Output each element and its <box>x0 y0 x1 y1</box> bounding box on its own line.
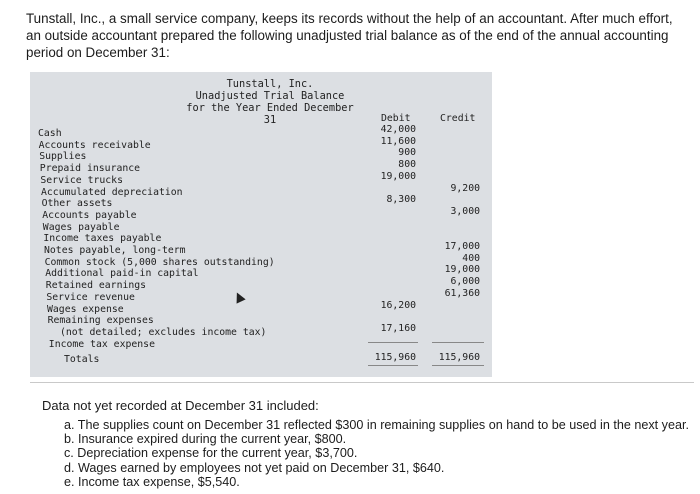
trial-balance-heading <box>180 78 360 126</box>
mouse-cursor-icon <box>232 290 245 303</box>
account-name: Accumulated depreciation <box>41 186 183 198</box>
debit-total-rule-top <box>368 342 418 343</box>
debit-amount: 900 <box>398 147 416 159</box>
account-name: Income tax expense <box>48 338 155 350</box>
problem-intro: Tunstall, Inc., a small service company, keeps its records without the help of an accountant. After much effort, an outside accountant prepared the following unadjusted trial balance as of the end of the annual accounting period on December 31: <box>26 11 673 60</box>
account-name: Accounts receivable <box>38 139 151 151</box>
note-item: c. Depreciation expense for the current year, $3,700. <box>64 446 358 461</box>
credit-amount: 61,360 <box>444 287 480 299</box>
credit-amount: 17,000 <box>444 241 480 252</box>
statement-period: for the Year Ended December 31 <box>186 102 354 126</box>
debit-amount: 42,000 <box>380 124 416 135</box>
notes-list <box>64 418 689 489</box>
account-name: Wages payable <box>42 221 120 233</box>
credit-amount: 19,000 <box>444 264 480 276</box>
debit-amount: 800 <box>398 159 416 171</box>
account-name: Service revenue <box>46 291 135 303</box>
company-name: Tunstall, Inc. <box>226 78 314 90</box>
account-name: Service trucks <box>40 174 123 186</box>
debit-total-rule-bottom <box>368 365 418 366</box>
credit-header: Credit <box>440 113 476 124</box>
debit-amount: 16,200 <box>380 299 416 311</box>
debit-amount: 11,600 <box>380 135 416 147</box>
debit-header: Debit <box>381 113 411 124</box>
credit-total-rule-top <box>432 342 484 343</box>
total-credit: 115,960 <box>438 352 480 363</box>
debit-amount: 8,300 <box>386 194 416 206</box>
credit-amount: 6,000 <box>450 276 480 288</box>
credit-amount: 400 <box>462 252 480 264</box>
section-divider <box>30 382 694 383</box>
credit-amount: 9,200 <box>450 182 480 194</box>
debit-amount: 17,160 <box>380 322 416 334</box>
totals-label: Totals <box>64 354 100 365</box>
note-item: a. The supplies count on December 31 reflected $300 in remaining supplies on hand to be used in the next year. <box>64 418 689 432</box>
note-item: e. Income tax expense, $5,540. <box>64 474 240 489</box>
notes-title: Data not yet recorded at December 31 included: <box>42 398 319 413</box>
account-name: Remaining expenses <box>47 315 154 327</box>
account-name: Common stock (5,000 shares outstanding) <box>44 256 275 268</box>
account-name: Income taxes payable <box>43 233 162 245</box>
credit-total-rule-bottom <box>432 365 484 366</box>
account-name: Notes payable, long-term <box>44 245 186 256</box>
account-name: Wages expense <box>47 303 124 315</box>
statement-title: Unadjusted Trial Balance <box>195 90 345 102</box>
account-name: Additional paid-in capital <box>45 268 199 280</box>
account-name: Other assets <box>41 198 113 210</box>
note-item: b. Insurance expired during the current year, $800. <box>64 432 347 447</box>
debit-amount: 19,000 <box>380 170 416 182</box>
credit-amount: 3,000 <box>450 205 480 217</box>
note-item: d. Wages earned by employees not yet paid on December 31, $640. <box>64 460 445 475</box>
account-name: Accounts payable <box>42 209 137 221</box>
trial-balance-image <box>30 72 492 377</box>
total-debit: 115,960 <box>374 352 416 363</box>
account-name: Cash <box>38 128 62 139</box>
account-name: Prepaid insurance <box>39 163 141 175</box>
account-name: (not detailed; excludes income tax) <box>48 326 267 338</box>
account-name: Supplies <box>39 151 87 163</box>
account-name: Retained earnings <box>45 280 147 292</box>
